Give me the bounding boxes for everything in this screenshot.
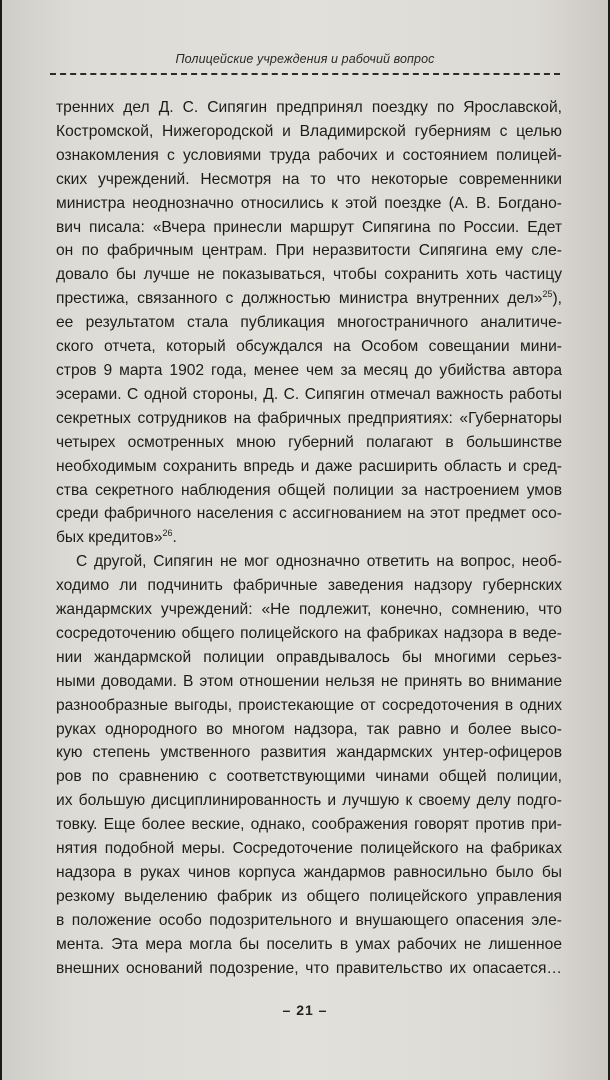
text-line: четырех осмотренных мною губерний полагают в большинстве <box>56 433 562 451</box>
text-line: ными доводами. В этом отношении нельзя не принять во внимание <box>56 672 562 690</box>
text-line: ознакомления с условиями труда рабочих и состоянием полицей- <box>56 146 562 164</box>
text-line: ров по сравнению с соответствующими чинами общей полиции, <box>56 768 562 786</box>
text-line-with-footnote <box>56 287 562 311</box>
text-fragment: престижа, связанного с должностью министра внутренних дел» <box>56 290 543 308</box>
text-line: в положение особо подозрительного и внушающего опасения эле- <box>56 911 562 929</box>
text-fragment: бых кредитов» <box>56 529 163 547</box>
text-line: стров 9 марта 1902 года, менее чем за месяц до убийства автора <box>56 361 562 379</box>
text-line: товку. Еще более веские, однако, соображения говорят против при- <box>56 816 562 834</box>
text-line: сосредоточению общего полицейского на фабриках надзора в веде- <box>56 624 562 642</box>
footnote-mark: 25 <box>542 289 553 300</box>
text-line: разнообразные выгоды, проистекающие от сосредоточения в одних <box>56 696 562 714</box>
text-line: кую степень умственного развития жандармских унтер-офицеров <box>56 744 562 762</box>
text-line: внешних оснований подозрение, что правительство их опасается… <box>56 959 562 977</box>
text-line: тренних дел Д. С. Сипягин предпринял поездку по Ярославской, <box>56 99 562 116</box>
text-fragment: . <box>172 529 177 547</box>
text-line: жандармских учреждений: «Не подлежит, конечно, сомнению, что <box>56 601 562 619</box>
text-line: ее результатом стала публикация многостраничного аналитиче- <box>56 314 562 332</box>
paragraph-first-line: С другой, Сипягин не мог однозначно ответить на вопрос, необ- <box>76 553 562 571</box>
book-page <box>2 0 608 1080</box>
text-line-with-footnote <box>56 526 562 550</box>
text-line: эсерами. С одной стороны, Д. С. Сипягин отмечал важность работы <box>56 385 562 403</box>
text-line: надзора в руках чинов корпуса жандармов равносильно было бы <box>56 864 562 881</box>
text-line: среди фабричного населения с ассигнованием на этот предмет осо- <box>56 505 562 523</box>
text-line: ства секретного наблюдения общей полиции за настроением умов <box>56 481 562 499</box>
text-line: вич писала: «Вчера принесли маршрут Сипягина по России. Едет <box>56 218 562 236</box>
text-line: руках однородного во многом надзора, так равно и более высо- <box>56 720 562 738</box>
text-line: ского отчета, который обсуждался на Особом совещании мини- <box>56 338 562 356</box>
footnote-mark: 26 <box>162 528 173 539</box>
text-fragment: ), <box>552 290 562 308</box>
text-line: довало бы лучше не показываться, чтобы сохранить хоть частицу <box>56 266 562 284</box>
text-line: ских учреждений. Несмотря на то что некоторые современники <box>56 170 562 188</box>
text-line: мента. Эта мера могла бы поселить в умах рабочих не лишенное <box>56 935 562 953</box>
page-number: – 21 – <box>282 1002 328 1018</box>
running-head: Полицейские учреждения и рабочий вопрос <box>175 52 435 66</box>
body-text <box>56 96 562 981</box>
text-line: необходимым сохранить впредь и даже расширить область и сред- <box>56 457 562 475</box>
header-rule <box>50 73 560 75</box>
text-line: нии жандармской полиции оправдывалось бы многими серьез- <box>56 648 562 666</box>
text-line: резкому выделению фабрик из общего полицейского управления <box>56 887 562 905</box>
text-line: ходимо ли подчинить фабричные заведения надзору губернских <box>56 577 562 595</box>
text-line: министра неоднозначно относились к этой поездке (А. В. Богдано- <box>56 194 562 212</box>
text-line: их большую дисциплинированность и лучшую к своему делу подго- <box>56 792 562 810</box>
text-line: Костромской, Нижегородской и Владимирской губерниям с целью <box>56 122 562 140</box>
text-line: он по фабричным центрам. При неразвитости Сипягина ему сле- <box>56 242 562 260</box>
text-line: секретных сотрудников на фабричных предприятиях: «Губернаторы <box>56 409 562 427</box>
text-line: нятия подобной меры. Сосредоточение полицейского на фабриках <box>56 840 562 858</box>
